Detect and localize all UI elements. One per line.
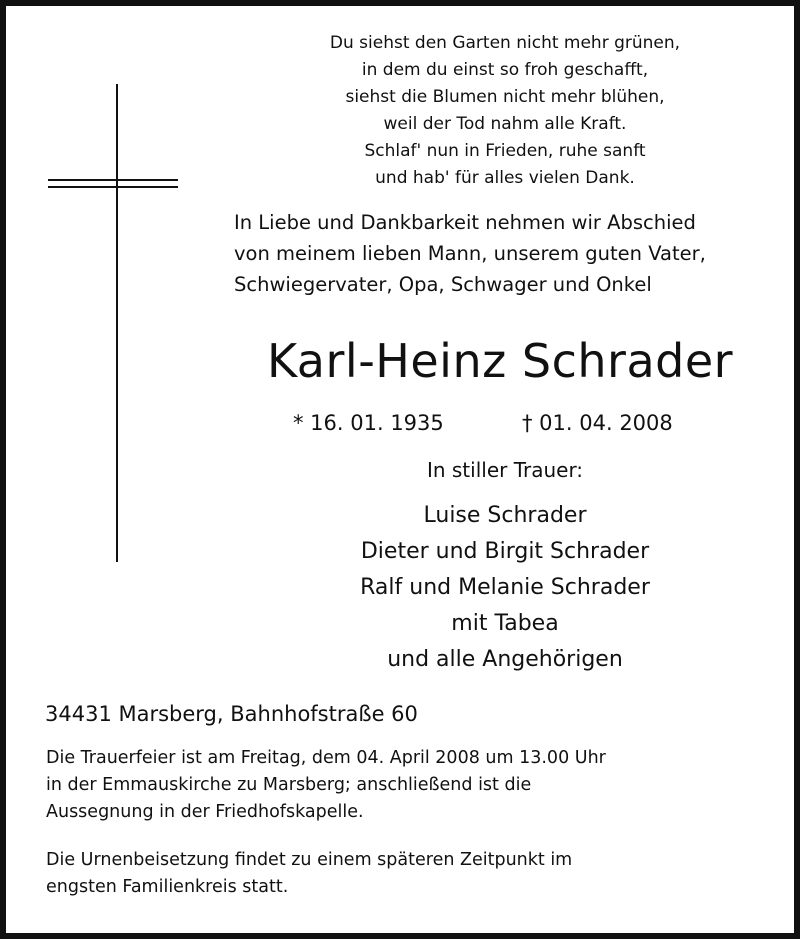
mourner-line: Luise Schrader — [423, 503, 587, 528]
mourner-line: Ralf und Melanie Schrader — [360, 575, 650, 600]
mourners-list — [260, 498, 750, 678]
poem-line: und hab' für alles vielen Dank. — [375, 168, 635, 188]
ceremony-line: Aussegnung in der Friedhofskapelle. — [46, 802, 364, 822]
cross-horizontal-bar — [48, 186, 178, 188]
burial-line: engsten Familienkreis statt. — [46, 877, 289, 897]
mourner-line: mit Tabea — [451, 611, 559, 636]
intro-line: In Liebe und Dankbarkeit nehmen wir Abschied — [234, 211, 696, 234]
cross-vertical-bar — [116, 84, 118, 562]
family-address: 34431 Marsberg, Bahnhofstraße 60 — [45, 702, 418, 726]
mourner-line: und alle Angehörigen — [387, 647, 623, 672]
poem-line: siehst die Blumen nicht mehr blühen, — [345, 87, 665, 107]
memorial-poem — [270, 30, 740, 192]
ceremony-notice — [46, 745, 606, 826]
mourners-heading: In stiller Trauer: — [426, 458, 584, 482]
burial-line: Die Urnenbeisetzung findet zu einem späteren Zeitpunkt im — [46, 850, 573, 870]
cross-horizontal-bar — [48, 179, 178, 181]
death-date: † 01. 04. 2008 — [522, 411, 673, 435]
poem-line: Schlaf' nun in Frieden, ruhe sanft — [364, 141, 646, 161]
ceremony-line: Die Trauerfeier ist am Freitag, dem 04. April 2008 um 13.00 Uhr — [46, 748, 606, 768]
poem-line: weil der Tod nahm alle Kraft. — [383, 114, 627, 134]
deceased-name: Karl-Heinz Schrader — [266, 334, 734, 388]
burial-notice — [46, 847, 572, 901]
poem-line: in dem du einst so froh geschafft, — [361, 60, 649, 80]
intro-line: Schwiegervater, Opa, Schwager und Onkel — [234, 273, 652, 296]
farewell-intro — [234, 207, 706, 300]
poem-line: Du siehst den Garten nicht mehr grünen, — [329, 33, 681, 53]
mourner-line: Dieter und Birgit Schrader — [360, 539, 650, 564]
birth-date: * 16. 01. 1935 — [293, 411, 444, 435]
ceremony-line: in der Emmauskirche zu Marsberg; anschließend ist die — [46, 775, 532, 795]
intro-line: von meinem lieben Mann, unserem guten Vater, — [234, 242, 706, 265]
